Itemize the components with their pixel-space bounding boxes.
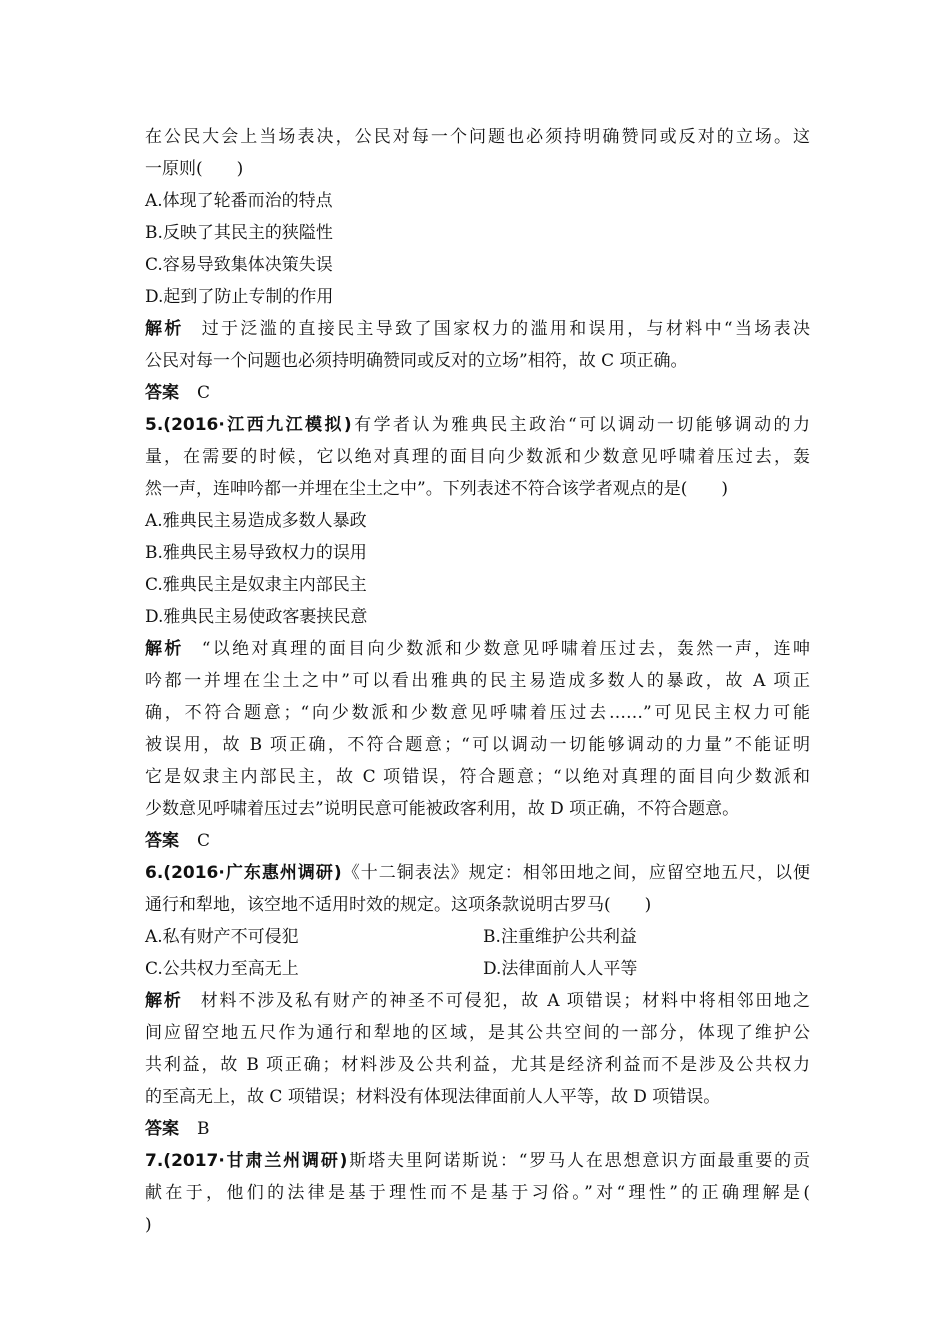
option-d: D.法律面前人人平等 [483,959,638,979]
answer-value: B [197,1119,210,1139]
analysis-line: 被误用，故 B 项正确，不符合题意；“可以调动一切能够调动的力量”不能证明 [145,735,810,755]
analysis-line: 少数意见呼啸着压过去”说明民意可能被政客利用，故 D 项正确，不符合题意。 [145,799,740,819]
analysis-line: 吟都一并埋在尘土之中”可以看出雅典的民主易造成多数人的暴政，故 A 项正 [145,671,810,691]
analysis-text: 过于泛滥的直接民主导致了国家权力的滥用和误用，与材料中“当场表决 [201,319,810,339]
question-stem-line: 量，在需要的时候，它以绝对真理的面目向少数派和少数意见呼啸着压过去，轰 [145,447,810,467]
option-c: C.容易导致集体决策失误 [145,255,333,275]
answer-line [145,1113,810,1145]
answer-line [145,825,810,857]
option-b: B.注重维护公共利益 [483,927,637,947]
question-source: (2016·江西九江模拟) [163,415,352,435]
option-d: D.起到了防止专制的作用 [145,287,334,307]
question-stem-line [145,409,810,441]
question-source: (2016·广东惠州调研) [163,863,342,883]
question-stem-line: 通行和犁地，该空地不适用时效的规定。这项条款说明古罗马( ) [145,895,652,915]
analysis-line [145,313,810,345]
option-a: A.体现了轮番而治的特点 [145,191,333,211]
question-number: 5. [145,415,164,435]
option-a: A.私有财产不可侵犯 [145,927,299,947]
analysis-text: 材料不涉及私有财产的神圣不可侵犯，故 A 项错误；材料中将相邻田地之 [200,991,810,1011]
answer-label: 答案 [145,1119,179,1139]
answer-value: C [197,383,211,403]
analysis-line: 它是奴隶主内部民主，故 C 项错误，符合题意；“以绝对真理的面目向少数派和 [145,767,810,787]
analysis-line: 间应留空地五尺作为通行和犁地的区域，是其公共空间的一部分，体现了维护公 [145,1023,810,1043]
answer-value: C [197,831,211,851]
question-stem-line: 一原则( ) [145,159,244,179]
options-row [145,953,810,985]
question-stem-line: 献在于，他们的法律是基于理性而不是基于习俗。”对“理性”的正确理解是( [145,1183,810,1203]
question-stem-line: ) [145,1215,152,1235]
analysis-label: 解析 [145,319,184,339]
question-number: 7. [145,1151,164,1171]
analysis-line: 的至高无上，故 C 项错误；材料没有体现法律面前人人平等，故 D 项错误。 [145,1087,721,1107]
analysis-line [145,985,810,1017]
question-stem-text: 有学者认为雅典民主政治“可以调动一切能够调动的力 [351,415,810,435]
answer-label: 答案 [145,831,179,851]
question-number: 6. [145,863,164,883]
question-4 [145,121,810,409]
question-stem-text: 《十二铜表法》规定：相邻田地之间，应留空地五尺，以便 [341,863,811,883]
option-b: B.雅典民主易导致权力的误用 [145,543,367,563]
options-row [145,921,810,953]
option-c: C.雅典民主是奴隶主内部民主 [145,575,367,595]
option-c: C.公共权力至高无上 [145,959,299,979]
exam-page [145,121,810,1241]
analysis-label: 解析 [145,639,184,659]
analysis-line: 共利益，故 B 项正确；材料涉及公共利益，尤其是经济利益而不是涉及公共权力 [145,1055,810,1075]
question-source: (2017·甘肃兰州调研) [163,1151,348,1171]
answer-label: 答案 [145,383,179,403]
question-stem-line [145,857,810,889]
analysis-label: 解析 [145,991,183,1011]
question-7 [145,1145,810,1241]
answer-line [145,377,810,409]
question-stem-text: 斯塔夫里阿诺斯说：“罗马人在思想意识方面最重要的贡 [347,1151,810,1171]
analysis-line: 确，不符合题意；“向少数派和少数意见呼啸着压过去……”可见民主权力可能 [145,703,810,723]
analysis-line [145,633,810,665]
question-stem-line: 在公民大会上当场表决，公民对每一个问题也必须持明确赞同或反对的立场。这 [145,127,810,147]
question-stem-line: 然一声，连呻吟都一并埋在尘土之中”。下列表述不符合该学者观点的是( ) [145,479,728,499]
analysis-line: 公民对每一个问题也必须持明确赞同或反对的立场”相符，故 C 项正确。 [145,351,688,371]
option-b: B.反映了其民主的狭隘性 [145,223,333,243]
question-stem-line [145,1145,810,1177]
option-a: A.雅典民主易造成多数人暴政 [145,511,367,531]
question-5 [145,409,810,857]
analysis-text: “以绝对真理的面目向少数派和少数意见呼啸着压过去，轰然一声，连呻 [201,639,810,659]
question-6 [145,857,810,1145]
option-d: D.雅典民主易使政客裹挟民意 [145,607,368,627]
